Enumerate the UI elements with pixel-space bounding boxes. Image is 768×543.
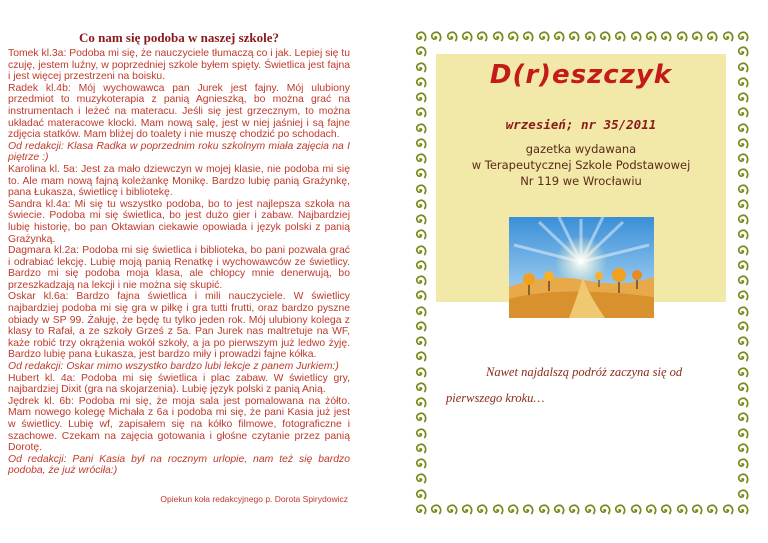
publisher-line: gazetka wydawana xyxy=(525,142,637,156)
spiral-ornament xyxy=(735,167,749,181)
spiral-ornament xyxy=(735,30,749,44)
spiral-ornament xyxy=(413,457,427,471)
spiral-ornament xyxy=(413,244,427,258)
student-quote: Karolina kl. 5a: Jest za mało dziewczyn w mojej klasie, nie podoba mi się to. Ale mam nową fajną koleżankę Monikę. Bardzo lubię panią Grażynkę, pana Łukasza, świetlicę i bibliotekę. xyxy=(8,163,350,199)
spiral-ornament xyxy=(735,213,749,227)
spiral-ornament xyxy=(735,61,749,75)
spiral-ornament xyxy=(674,503,688,517)
spiral-ornament xyxy=(612,30,626,44)
spiral-ornament xyxy=(428,30,442,44)
spiral-ornament xyxy=(413,274,427,288)
spiral-ornament xyxy=(674,30,688,44)
spiral-ornament xyxy=(490,503,504,517)
spiral-ornament xyxy=(582,30,596,44)
spiral-ornament xyxy=(735,91,749,105)
closing-quote: Nawet najdalszą podróż zaczyna się od pierwszego kroku… xyxy=(446,365,683,405)
spiral-ornament xyxy=(704,503,718,517)
spiral-ornament xyxy=(735,427,749,441)
editor-note: Od redakcji: Pani Kasia był na rocznym urlopie, nam też się bardzo podoba, że już wróciła:) xyxy=(8,453,350,477)
spiral-ornament xyxy=(643,503,657,517)
spiral-ornament xyxy=(428,503,442,517)
spiral-ornament xyxy=(735,289,749,303)
spiral-ornament xyxy=(735,350,749,364)
issue-number: wrzesień; nr 35/2011 xyxy=(505,117,657,132)
spiral-ornament xyxy=(520,30,534,44)
student-quote: Jędrek kl. 6b: Podoba mi się, że moja sala jest pomalowana na żółto. Mam nowego kolegę Michała z 6a i podoba mi się, że pani Kasia już jest w świetlicy. Lubię wf, zapisałem się na kółko filmowe, fotograficzne i szachowe. Czekam na zajęcia gotowania i głośne czytanie przez panią Dorotę. xyxy=(8,395,350,454)
spiral-ornament xyxy=(444,503,458,517)
student-quote: Dagmara kl.2a: Podoba mi się świetlica i biblioteka, bo pani pozwala grać i odrabiać lekcję. Lubię moją panią Renatkę i wychowawców ze świetlicy. Bardzo mi się podoba moja klasa, ale chłopcy mnie denerwują, bo przeszkadzają na lekcji i nie można się skupić. xyxy=(8,245,350,291)
spiral-ornament xyxy=(413,366,427,380)
spiral-ornament xyxy=(735,228,749,242)
article-title: Co nam się podoba w naszej szkole? xyxy=(78,30,280,45)
spiral-ornament xyxy=(413,137,427,151)
spiral-ornament xyxy=(505,503,519,517)
spiral-ornament xyxy=(413,305,427,319)
spiral-ornament xyxy=(643,30,657,44)
spiral-ornament xyxy=(413,122,427,136)
spiral-ornament xyxy=(413,76,427,90)
spiral-ornament xyxy=(413,30,427,44)
spiral-ornament xyxy=(413,91,427,105)
student-quote: Tomek kl.3a: Podoba mi się, że nauczyciele tłumaczą co i jak. Lepiej się tu czuję, jestem luźny, w poprzedniej szkole byłem spięty. Świetlica jest fajna i jest więcej przestrzeni na boisku. xyxy=(8,48,350,83)
spiral-ornament xyxy=(413,503,427,517)
spiral-ornament xyxy=(413,259,427,273)
student-quote: Radek kl.4b: Mój wychowawca pan Jurek jest fajny. Mój ulubiony przedmiot to muzykoterapia z panią Agnieszką, bo można grać na instrumentach i leżeć na materacu. Jeśli się jest grzecznym, to można układać materacowe klocki. Mam nową salę, jest w niej jaśniej i są fajne zdjęcia statków. Mam bliżej do toalety i nie muszę chodzić po schodach. xyxy=(8,82,350,141)
publisher-line: Nr 119 we Wrocławiu xyxy=(520,174,642,188)
spiral-ornament xyxy=(413,335,427,349)
spiral-ornament xyxy=(735,183,749,197)
spiral-ornament xyxy=(413,198,427,212)
spiral-ornament xyxy=(735,381,749,395)
spiral-ornament xyxy=(444,30,458,44)
spiral-ornament xyxy=(413,427,427,441)
spiral-ornament xyxy=(735,76,749,90)
spiral-ornament xyxy=(735,457,749,471)
spiral-ornament xyxy=(413,152,427,166)
spiral-ornament xyxy=(658,30,672,44)
spiral-ornament xyxy=(413,442,427,456)
article-body xyxy=(8,48,350,477)
spiral-ornament xyxy=(551,503,565,517)
spiral-ornament xyxy=(413,183,427,197)
spiral-ornament xyxy=(735,320,749,334)
spiral-ornament xyxy=(520,503,534,517)
spiral-ornament xyxy=(735,152,749,166)
spiral-ornament xyxy=(413,350,427,364)
spiral-ornament xyxy=(505,30,519,44)
spiral-ornament xyxy=(413,472,427,486)
spiral-ornament xyxy=(536,503,550,517)
spiral-ornament xyxy=(735,442,749,456)
spiral-ornament xyxy=(413,228,427,242)
spiral-ornament xyxy=(735,122,749,136)
publisher-line: w Terapeutycznej Szkole Podstawowej xyxy=(471,158,691,172)
student-quote: Sandra kl.4a: Mi się tu wszystko podoba, bo to jest najlepsza szkoła na świecie. Podoba mi się świetlica, bo jest dużo gier i zabaw. Najbardziej lubię historię, bo pan Oktawian ciekawie opowiada i język polski z panią Grażynką. xyxy=(8,198,350,245)
spiral-ornament xyxy=(582,503,596,517)
spiral-ornament xyxy=(658,503,672,517)
spiral-ornament xyxy=(735,106,749,120)
spiral-ornament xyxy=(612,503,626,517)
spiral-ornament xyxy=(413,106,427,120)
spiral-ornament xyxy=(720,30,734,44)
spiral-ornament xyxy=(413,488,427,502)
spiral-ornament xyxy=(490,30,504,44)
spiral-ornament xyxy=(735,366,749,380)
spiral-ornament xyxy=(735,244,749,258)
spiral-ornament xyxy=(413,320,427,334)
spiral-ornament xyxy=(413,381,427,395)
spiral-ornament xyxy=(597,30,611,44)
spiral-ornament xyxy=(459,30,473,44)
spiral-ornament xyxy=(566,503,580,517)
spiral-ornament xyxy=(474,30,488,44)
spiral-ornament xyxy=(735,45,749,59)
spiral-ornament xyxy=(413,396,427,410)
spiral-ornament xyxy=(735,305,749,319)
spiral-ornament xyxy=(704,30,718,44)
spiral-ornament xyxy=(735,503,749,517)
spiral-ornament xyxy=(735,259,749,273)
spiral-ornament xyxy=(413,289,427,303)
spiral-ornament xyxy=(597,503,611,517)
spiral-ornament xyxy=(413,61,427,75)
student-quote: Oskar kl.6a: Bardzo fajna świetlica i mili nauczyciele. W świetlicy najbardziej podoba mi się gra w piłkę i gra tutti frutti, oraz bardzo pyszne obiady w SP 99. Żałuję, że będę tu tylko jeden rok. Mój ulubiony kolega z klasy to Rafał, a ze szkoły Grześ z 5a. Pan Jurek nas maltretuje na WF, każe robić trzy okrążenia wokół szkoły, a ja po pierwszym już ledwo żyję. Bardzo lubię pana Łukasza, jest bardzo miły i prowadzi fajne kółka. xyxy=(8,291,350,361)
spiral-ornament xyxy=(459,503,473,517)
editor-signature: Opiekun koła redakcyjnego p. Dorota Spirydowicz xyxy=(160,494,348,504)
spiral-ornament xyxy=(551,30,565,44)
spiral-ornament xyxy=(474,503,488,517)
spiral-ornament xyxy=(628,30,642,44)
editor-note: Od redakcji: Oskar mimo wszystko bardzo lubi lekcje z panem Jurkiem:) xyxy=(8,361,339,373)
student-quote: Hubert kl. 4a: Podoba mi się świetlica i plac zabaw. W świetlicy gry, najbardziej Dixit (gra na skojarzenia). Lubię język polski z panią Anią. xyxy=(8,372,350,396)
spiral-ornament xyxy=(735,488,749,502)
spiral-ornament xyxy=(413,45,427,59)
spiral-ornament xyxy=(735,472,749,486)
spiral-ornament xyxy=(735,137,749,151)
spiral-ornament xyxy=(735,396,749,410)
spiral-ornament xyxy=(536,30,550,44)
spiral-ornament xyxy=(735,198,749,212)
spiral-ornament xyxy=(413,213,427,227)
editor-note: Od redakcji: Klasa Radka w poprzednim roku szkolnym miała zajęcia na I piętrze :) xyxy=(8,140,350,164)
landscape-illustration xyxy=(509,217,654,318)
spiral-ornament xyxy=(628,503,642,517)
spiral-ornament xyxy=(735,274,749,288)
spiral-ornament xyxy=(735,411,749,425)
spiral-ornament xyxy=(689,503,703,517)
spiral-ornament xyxy=(735,335,749,349)
spiral-ornament xyxy=(413,167,427,181)
spiral-ornament xyxy=(689,30,703,44)
newsletter-title: D(r)eszczyk xyxy=(489,60,673,90)
spiral-ornament xyxy=(720,503,734,517)
publisher-info xyxy=(436,141,726,189)
spiral-ornament xyxy=(566,30,580,44)
spiral-ornament xyxy=(413,411,427,425)
